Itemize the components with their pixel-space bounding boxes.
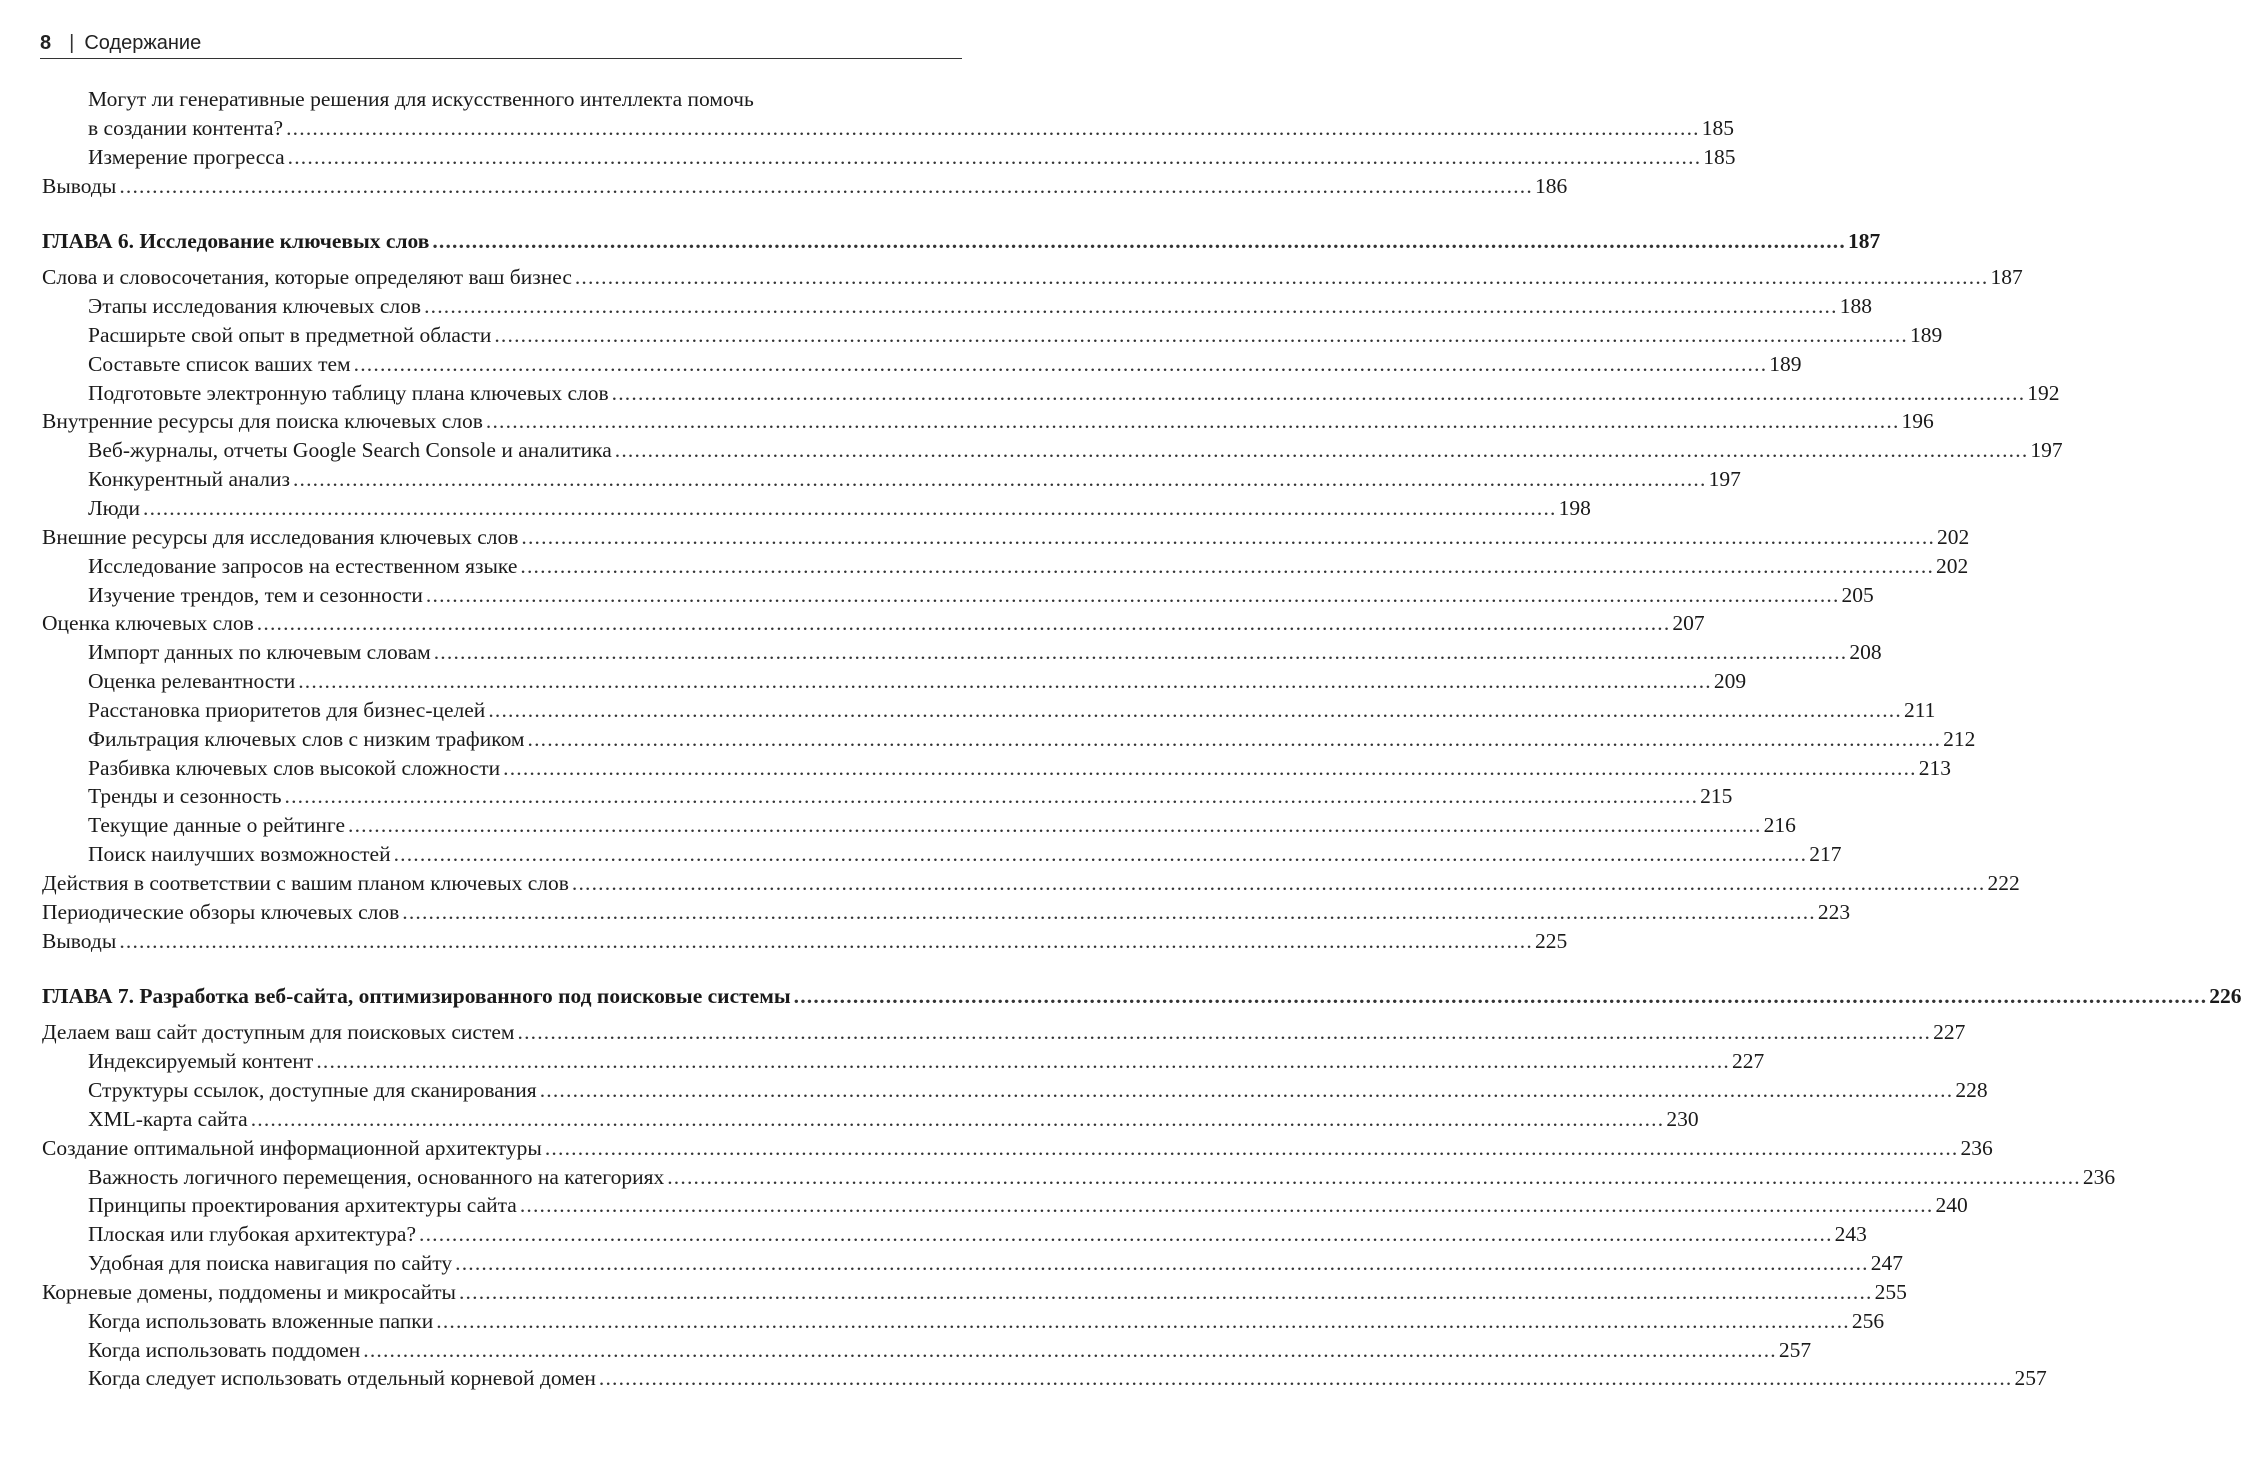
toc-dot-leader [572,869,1986,898]
toc-entry-title: Тренды и сезонность [88,784,282,809]
toc-chapter-entry [42,227,1881,256]
toc-entry-page-number: 230 [1666,1106,1699,1131]
toc-dot-leader [402,898,1816,927]
toc-entry-page-number: 247 [1870,1251,1903,1276]
toc-entry [42,638,1882,667]
toc-entry [42,292,1872,321]
toc-entry-title: Оценка ключевых слов [42,611,254,636]
toc-entry [42,350,1802,379]
toc-entry-title: Выводы [42,173,117,198]
toc-dot-leader [251,1105,1665,1134]
toc-entry [42,782,1733,811]
toc-entry-title: Периодические обзоры ключевых слов [42,899,400,924]
toc-entry [42,379,2060,408]
toc-entry-page-number: 256 [1851,1308,1885,1333]
toc-dot-leader [520,1191,1934,1220]
toc-entry-title: Делаем ваш сайт доступным для поисковых систем [42,1020,515,1045]
toc-entry-title: Подготовьте электронную таблицу плана ключевых слов [88,380,609,405]
toc-entry-title: Этапы исследования ключевых слов [88,294,422,319]
toc-entry [42,840,1842,869]
toc-dot-leader [363,1336,1777,1365]
toc-entry-page-number: 243 [1834,1222,1867,1247]
toc-entry-page-number: 207 [1672,611,1705,636]
toc-entry [42,667,1747,696]
toc-entry [42,321,1943,350]
toc-entry-page-number: 205 [1841,582,1874,607]
toc-entry-page-number: 240 [1935,1193,1968,1218]
toc-entry-page-number: 189 [1769,351,1802,376]
toc-dot-leader [288,143,1702,172]
toc-entry-title: Исследование запросов на естественном языке [88,553,518,578]
toc-dot-leader [540,1076,1954,1105]
toc-entry [42,1191,1968,1220]
header-rule [40,58,962,59]
toc-entry [42,552,1969,581]
toc-entry-title: Расширьте свой опыт в предметной области [88,322,492,347]
toc-entry-page-number: 257 [2014,1366,2047,1391]
toc-entry [42,869,2020,898]
toc-dot-leader [667,1163,2081,1192]
toc-entry-title: Фильтрация ключевых слов с низким трафиком [88,726,525,751]
toc-entry-page-number: 216 [1763,813,1796,838]
toc-entry-page-number: 202 [1936,553,1969,578]
toc-entry-title: Важность логичного перемещения, основанного на категориях [88,1164,665,1189]
toc-entry-title: Принципы проектирования архитектуры сайта [88,1193,517,1218]
toc-entry [42,436,2063,465]
toc-entry [42,1134,1993,1163]
toc-entry-title: XML-карта сайта [88,1106,248,1131]
toc-entry-title: Создание оптимальной информационной архитектуры [42,1135,542,1160]
toc-entry-title: Люди [88,495,140,520]
toc-entry-title: Когда следует использовать отдельный корневой домен [88,1366,596,1391]
toc-dot-leader [459,1278,1873,1307]
toc-dot-leader [455,1249,1869,1278]
toc-dot-leader [521,523,1935,552]
toc-entry-title: Составьте список ваших тем [88,351,351,376]
toc-entry-page-number: 236 [2082,1164,2116,1189]
toc-entry [42,523,1970,552]
toc-dot-leader [293,465,1707,494]
toc-entry [42,85,958,114]
toc-entry-page-number: 197 [2030,438,2063,463]
toc-dot-leader [503,754,1917,783]
page-number: 8 [40,32,52,54]
toc-entry [42,263,2023,292]
toc-entry-page-number: 185 [1701,115,1734,140]
toc-dot-leader [143,494,1557,523]
toc-entry-title: Внутренние ресурсы для поиска ключевых слов [42,409,483,434]
running-title: Содержание [84,32,202,54]
toc-entry [42,143,1736,172]
running-header [40,30,962,58]
toc-entry-page-number: 226 [2209,984,2242,1009]
toc-dot-leader [436,1307,1850,1336]
toc-dot-leader [257,609,1671,638]
toc-dot-leader [794,982,2208,1011]
toc-dot-leader [494,321,1908,350]
toc-entry-page-number: 196 [1901,409,1934,434]
toc-entry [42,1163,2116,1192]
toc-entry-title: Изучение трендов, тем и сезонности [88,582,423,607]
toc-entry-title: Когда использовать поддомен [88,1337,361,1362]
toc-entry-page-number: 189 [1909,322,1943,347]
toc-entry [42,725,1976,754]
toc-entry [42,172,1568,201]
toc-entry [42,1307,1885,1336]
toc-entry [42,696,1936,725]
toc-entry-title: Поиск наилучших возможностей [88,842,391,867]
toc-entry-page-number: 228 [1955,1078,1988,1102]
toc-entry-page-number: 212 [1943,726,1976,751]
toc-dot-leader [426,581,1840,610]
toc-dot-leader [298,667,1712,696]
toc-entry-title: Могут ли генеративные решения для искусственного интеллекта помочь [88,87,754,111]
toc-dot-leader [354,350,1768,379]
toc-entry-page-number: 202 [1937,524,1970,549]
toc-entry-title: Текущие данные о рейтинге [88,813,345,838]
toc-entry-page-number: 222 [1987,870,2020,895]
toc-entry-page-number: 215 [1700,784,1733,809]
toc-entry-title: Оценка релевантности [88,669,296,694]
toc-dot-leader [518,1018,1932,1047]
toc-entry-title: Когда использовать вложенные папки [88,1308,434,1333]
toc-entry-page-number: 227 [1731,1049,1765,1074]
toc-chapter-entry [42,982,2242,1011]
toc-dot-leader [615,436,2029,465]
toc-entry-title: Внешние ресурсы для исследования ключевых слов [42,524,519,549]
toc-entry-page-number: 227 [1933,1020,1966,1045]
toc-entry-title: Измерение прогресса [88,144,285,169]
toc-entry [42,465,1741,494]
toc-entry-page-number: 255 [1874,1279,1907,1304]
toc-entry-page-number: 188 [1839,294,1872,319]
toc-entry-page-number: 236 [1960,1135,1993,1160]
toc-entry-page-number: 197 [1708,467,1741,492]
toc-entry [42,1278,1907,1307]
toc-dot-leader [528,725,1942,754]
toc-dot-leader [545,1134,1959,1163]
toc-entry-title: Индексируемый контент [88,1049,314,1074]
toc-entry-page-number: 223 [1817,899,1851,924]
toc-entry [42,1249,1903,1278]
toc-dot-leader [348,811,1762,840]
toc-dot-leader [119,927,1533,956]
toc-dot-leader [486,407,1900,436]
toc-entry [42,581,1874,610]
toc-entry-title: Веб-журналы, отчеты Google Search Console и аналитика [88,438,612,463]
toc-entry-page-number: 257 [1778,1337,1812,1362]
toc-dot-leader [434,638,1848,667]
toc-entry [42,1220,1867,1249]
toc-entry [42,1047,1765,1076]
toc-entry-title: Разбивка ключевых слов высокой сложности [88,755,501,780]
toc-entry-title: Структуры ссылок, доступные для сканирования [88,1078,537,1102]
toc-dot-leader [488,696,1902,725]
toc-entry-page-number: 186 [1534,173,1568,198]
toc-dot-leader [419,1220,1833,1249]
toc-entry-page-number: 211 [1903,697,1936,722]
toc-dot-leader [394,840,1808,869]
toc-entry [42,927,1568,956]
header-separator: | [69,32,75,54]
toc-entry-title: Слова и словосочетания, которые определяют ваш бизнес [42,265,572,290]
toc-dot-leader [432,227,1846,256]
toc-entry [42,898,1851,927]
toc-dot-leader [285,782,1699,811]
toc-entry [42,811,1796,840]
toc-dot-leader [599,1364,2013,1393]
toc-entry [42,1105,1699,1134]
toc-entry-title: Удобная для поиска навигация по сайту [88,1251,453,1276]
toc-entry [42,114,1734,143]
toc-entry-title: Конкурентный анализ [88,467,290,492]
toc-dot-leader [612,379,2026,408]
toc-entry-page-number: 185 [1703,144,1736,169]
toc-entry-page-number: 187 [1990,265,2023,290]
toc-entry [42,1018,1966,1047]
table-of-contents [42,85,2242,1393]
toc-entry-title: Действия в соответствии с вашим планом ключевых слов [42,870,569,895]
toc-dot-leader [575,263,1989,292]
toc-entry-page-number: 209 [1713,669,1747,694]
toc-entry-title: в создании контента? [88,115,284,140]
toc-entry-page-number: 213 [1918,755,1951,780]
toc-entry-title: ГЛАВА 6. Исследование ключевых слов [42,229,430,254]
toc-dot-leader [286,114,1700,143]
toc-entry-page-number: 198 [1558,495,1591,520]
toc-entry-title: Выводы [42,928,117,953]
toc-entry-title: Расстановка приоритетов для бизнес-целей [88,697,486,722]
toc-entry-page-number: 217 [1809,842,1842,867]
toc-entry [42,494,1591,523]
toc-entry-page-number: 192 [2027,380,2060,405]
toc-entry [42,1336,1812,1365]
toc-entry-page-number: 208 [1849,640,1882,665]
toc-entry [42,407,1934,436]
toc-dot-leader [520,552,1934,581]
toc-entry [42,609,1705,638]
toc-dot-leader [424,292,1838,321]
toc-dot-leader [316,1047,1730,1076]
toc-dot-leader [119,172,1533,201]
toc-entry-page-number: 225 [1534,928,1568,953]
toc-entry-title: Импорт данных по ключевым словам [88,640,431,665]
toc-entry-title: Плоская или глубокая архитектура? [88,1222,417,1247]
toc-entry [42,754,1951,783]
toc-entry [42,1076,1988,1105]
toc-entry-page-number: 187 [1847,229,1881,254]
toc-entry [42,1364,2047,1393]
toc-entry-title: Корневые домены, поддомены и микросайты [42,1279,456,1304]
toc-entry-title: ГЛАВА 7. Разработка веб-сайта, оптимизированного под поисковые системы [42,984,791,1009]
